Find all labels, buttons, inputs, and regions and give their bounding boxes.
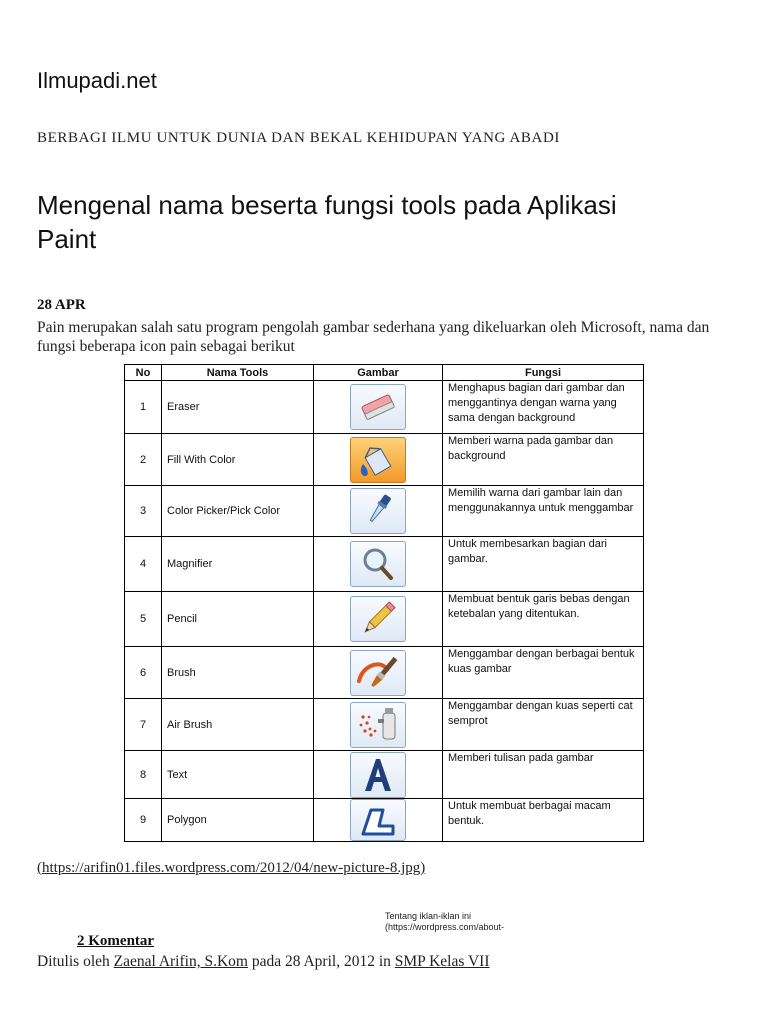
row-picture-cell (314, 537, 443, 592)
row-no: 6 (125, 647, 162, 699)
row-picture-cell (314, 592, 443, 647)
table-row (125, 751, 644, 799)
row-tool-name: Polygon (162, 799, 314, 842)
row-picture-cell (314, 699, 443, 751)
table-row (125, 647, 644, 699)
row-tool-name: Text (162, 751, 314, 799)
eraser-icon (350, 384, 406, 430)
magnifier-icon (350, 541, 406, 587)
row-function: Memilih warna dari gambar lain dan menggunakannya untuk menggambar (443, 486, 644, 537)
row-no: 3 (125, 486, 162, 537)
image-source-link[interactable]: (https://arifin01.files.wordpress.com/2012/04/new-picture-8.jpg) (37, 860, 426, 876)
polygon-icon (350, 799, 406, 841)
header-function: Fungsi (443, 365, 644, 381)
table-row (125, 537, 644, 592)
table-row (125, 799, 644, 842)
table-header-row (125, 365, 644, 381)
row-picture-cell (314, 751, 443, 799)
row-no: 9 (125, 799, 162, 842)
row-no: 2 (125, 434, 162, 486)
author-link[interactable]: Zaenal Arifin, S.Kom (113, 953, 248, 970)
header-name: Nama Tools (162, 365, 314, 381)
row-function: Untuk membesarkan bagian dari gambar. (443, 537, 644, 592)
table-row (125, 381, 644, 434)
ad-note-title[interactable]: Tentang iklan-iklan ini (385, 911, 472, 921)
row-function: Membuat bentuk garis bebas dengan ketebalan yang ditentukan. (443, 592, 644, 647)
brush-icon (350, 650, 406, 696)
post-intro: Pain merupakan salah satu program pengolah gambar sederhana yang dikeluarkan oleh Microsoft, nama dan fungsi beberapa icon pain sebagai berikut (37, 319, 710, 355)
row-tool-name: Brush (162, 647, 314, 699)
airbrush-icon (350, 702, 406, 748)
row-tool-name: Air Brush (162, 699, 314, 751)
row-tool-name: Pencil (162, 592, 314, 647)
row-no: 4 (125, 537, 162, 592)
row-function: Menghapus bagian dari gambar dan menggantinya dengan warna yang sama dengan background (443, 381, 644, 434)
paint-bucket-icon (350, 437, 406, 483)
row-picture-cell (314, 486, 443, 537)
text-a-icon (350, 752, 406, 798)
table-row (125, 592, 644, 647)
comments-link[interactable]: 2 Komentar (77, 933, 155, 949)
table-row (125, 486, 644, 537)
byline-prefix: Ditulis oleh (37, 953, 110, 970)
row-function: Memberi tulisan pada gambar (443, 751, 644, 799)
row-no: 7 (125, 699, 162, 751)
row-picture-cell (314, 647, 443, 699)
header-no: No (125, 365, 162, 381)
row-tool-name: Color Picker/Pick Color (162, 486, 314, 537)
table-row (125, 699, 644, 751)
row-function: Menggambar dengan berbagai bentuk kuas gambar (443, 647, 644, 699)
row-function: Menggambar dengan kuas seperti cat semprot (443, 699, 644, 751)
row-no: 5 (125, 592, 162, 647)
ad-note[interactable] (385, 911, 504, 933)
post-byline (37, 953, 490, 971)
site-title[interactable]: Ilmupadi.net (37, 68, 157, 93)
ad-note-url[interactable]: (https://wordpress.com/about- (385, 922, 505, 932)
row-tool-name: Magnifier (162, 537, 314, 592)
table-row (125, 434, 644, 486)
row-picture-cell (314, 434, 443, 486)
row-no: 1 (125, 381, 162, 434)
eyedropper-icon (350, 488, 406, 534)
post-title: Mengenal nama beserta fungsi tools pada Aplikasi Paint (37, 190, 617, 254)
row-no: 8 (125, 751, 162, 799)
header-picture: Gambar (314, 365, 443, 381)
row-tool-name: Fill With Color (162, 434, 314, 486)
site-tagline: BERBAGI ILMU UNTUK DUNIA DAN BEKAL KEHIDUPAN YANG ABADI (37, 130, 560, 146)
row-picture-cell (314, 799, 443, 842)
tools-table (124, 364, 644, 842)
byline-middle: pada 28 April, 2012 in (251, 953, 391, 970)
row-picture-cell (314, 381, 443, 434)
category-link[interactable]: SMP Kelas VII (394, 953, 490, 970)
row-function: Memberi warna pada gambar dan background (443, 434, 644, 486)
row-tool-name: Eraser (162, 381, 314, 434)
post-date: 28 APR (37, 297, 86, 313)
pencil-icon (350, 596, 406, 642)
row-function: Untuk membuat berbagai macam bentuk. (443, 799, 644, 842)
